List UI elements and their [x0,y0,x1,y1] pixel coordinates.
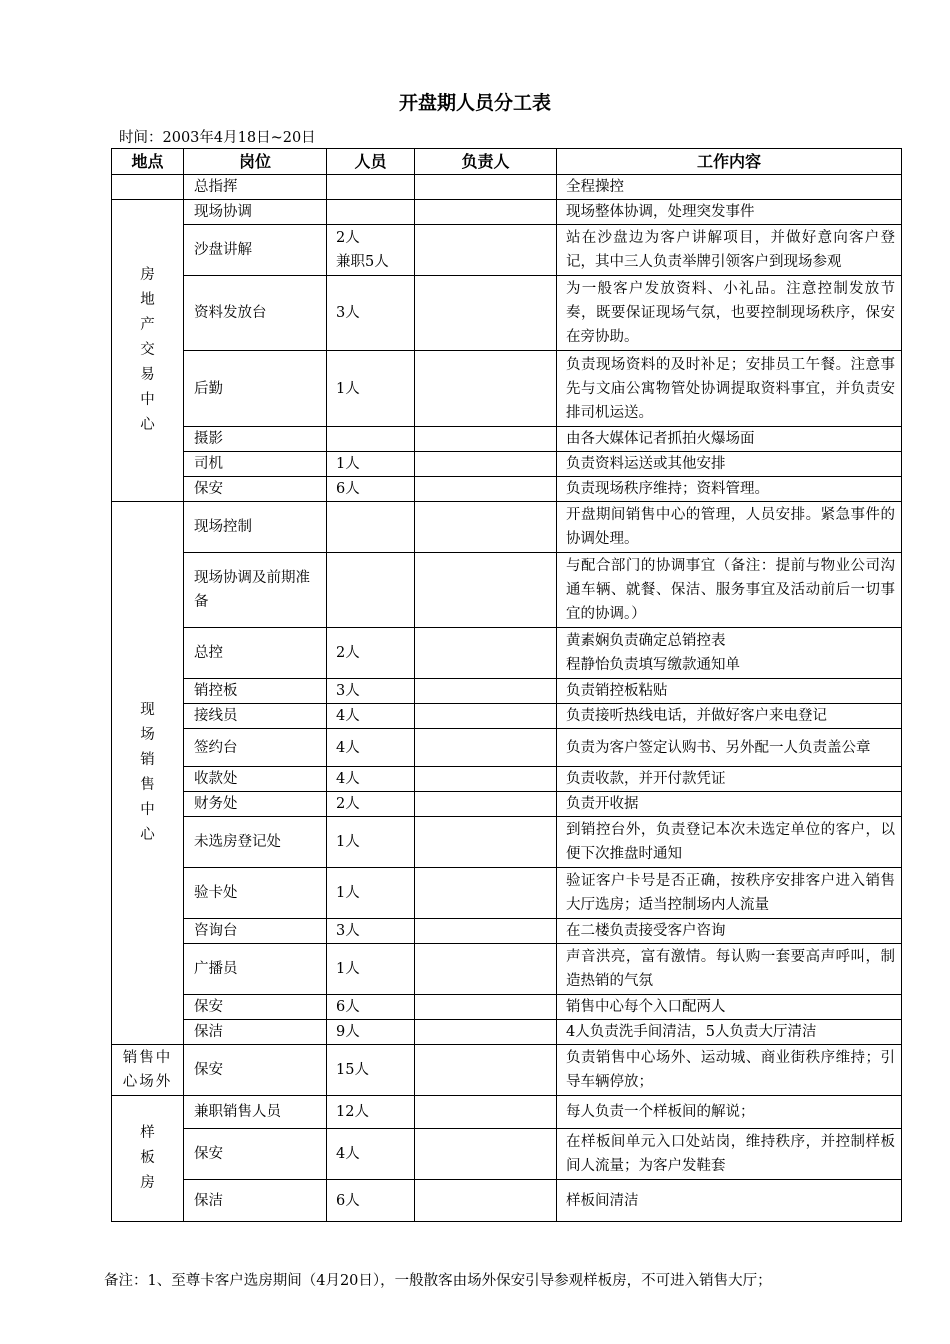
location-cell [112,1045,184,1096]
leader-cell [415,477,557,502]
table-row [112,679,902,704]
location-cell [112,1096,184,1222]
people-cell [327,553,415,628]
location-label: 房地产交易中心 [140,267,155,433]
work-content-cell: 负责销控板粘贴 [557,679,902,704]
leader-cell [415,817,557,868]
table-row [112,200,902,225]
header-position: 岗位 [184,149,327,175]
work-content-cell: 4人负责洗手间清洁，5人负责大厅清洁 [557,1020,902,1045]
table-row [112,817,902,868]
table-row [112,1180,902,1222]
people-cell [327,502,415,553]
position-cell: 保安 [184,477,327,502]
table-row [112,1045,902,1096]
people-cell [327,427,415,452]
work-content-cell: 负责现场资料的及时补足；安排员工午餐。注意事先与文庙公寓物管处协调提取资料事宜，并负责安排司机运送。 [557,351,902,427]
work-content-cell: 负责为客户签定认购书、另外配一人负责盖公章 [557,729,902,767]
location-label: 销售中心场外 [122,1050,173,1090]
position-cell: 咨询台 [184,919,327,944]
table-row [112,729,902,767]
work-content-cell: 负责现场秩序维持；资料管理。 [557,477,902,502]
people-cell [327,175,415,200]
leader-cell [415,1129,557,1180]
people-cell: 2人 [327,792,415,817]
position-cell: 保安 [184,1129,327,1180]
work-content-cell: 在样板间单元入口处站岗，维持秩序，并控制样板间人流量；为客户发鞋套 [557,1129,902,1180]
table-row [112,628,902,679]
leader-cell [415,1096,557,1129]
table-row [112,1020,902,1045]
document-title: 开盘期人员分工表 [398,92,551,114]
leader-cell [415,628,557,679]
people-cell [327,200,415,225]
leader-cell [415,1180,557,1222]
leader-cell [415,276,557,351]
table-row [112,225,902,276]
work-content-cell: 黄素娴负责确定总销控表 程静怡负责填写缴款通知单 [557,628,902,679]
position-cell: 接线员 [184,704,327,729]
table-row [112,704,902,729]
position-cell: 保安 [184,995,327,1020]
table-row [112,1096,902,1129]
work-content-cell: 为一般客户发放资料、小礼品。注意控制发放节奏，既要保证现场气氛，也要控制现场秩序，保安在旁协助。 [557,276,902,351]
people-cell: 6人 [327,477,415,502]
work-content-cell: 样板间清洁 [557,1180,902,1222]
table-header-row [112,149,902,175]
location-cell [112,175,184,200]
header-work: 工作内容 [557,149,902,175]
leader-cell [415,944,557,995]
people-cell: 1人 [327,351,415,427]
position-cell: 后勤 [184,351,327,427]
position-cell: 保洁 [184,1180,327,1222]
position-cell: 财务处 [184,792,327,817]
leader-cell [415,679,557,704]
table-row [112,427,902,452]
work-content-cell: 负责资料运送或其他安排 [557,452,902,477]
leader-cell [415,553,557,628]
work-content-cell: 每人负责一个样板间的解说； [557,1096,902,1129]
work-content-cell: 负责开收据 [557,792,902,817]
table-row [112,995,902,1020]
table-row [112,792,902,817]
position-cell: 司机 [184,452,327,477]
leader-cell [415,729,557,767]
people-cell: 2人 [327,628,415,679]
leader-cell [415,427,557,452]
leader-cell [415,995,557,1020]
position-cell: 广播员 [184,944,327,995]
work-content-cell: 在二楼负责接受客户咨询 [557,919,902,944]
position-cell: 保安 [184,1045,327,1096]
people-cell: 1人 [327,452,415,477]
header-location: 地点 [112,149,184,175]
leader-cell [415,452,557,477]
position-cell: 现场协调及前期准备 [184,553,327,628]
work-content-cell: 声音洪亮，富有激情。每认购一套要高声呼叫，制造热销的气氛 [557,944,902,995]
people-cell: 4人 [327,1129,415,1180]
location-cell [112,502,184,1045]
people-cell: 6人 [327,995,415,1020]
position-cell: 总控 [184,628,327,679]
people-cell: 4人 [327,704,415,729]
people-cell: 4人 [327,729,415,767]
work-content-cell: 开盘期间销售中心的管理，人员安排。紧急事件的协调处理。 [557,502,902,553]
leader-cell [415,502,557,553]
people-cell: 1人 [327,868,415,919]
people-cell: 9人 [327,1020,415,1045]
leader-cell [415,351,557,427]
leader-cell [415,175,557,200]
people-cell: 2人 兼职5人 [327,225,415,276]
leader-cell [415,200,557,225]
table-row [112,175,902,200]
table-row [112,553,902,628]
table-row [112,767,902,792]
work-content-cell: 由各大媒体记者抓拍火爆场面 [557,427,902,452]
table-row [112,944,902,995]
location-label: 现场销售中心 [140,702,155,843]
people-cell: 6人 [327,1180,415,1222]
table-row [112,502,902,553]
leader-cell [415,792,557,817]
leader-cell [415,919,557,944]
work-content-cell: 负责收款，并开付款凭证 [557,767,902,792]
work-content-cell: 现场整体协调，处理突发事件 [557,200,902,225]
position-cell: 签约台 [184,729,327,767]
position-cell: 沙盘讲解 [184,225,327,276]
work-content-cell: 负责接听热线电话，并做好客户来电登记 [557,704,902,729]
work-content-cell: 负责销售中心场外、运动城、商业街秩序维持；引导车辆停放； [557,1045,902,1096]
work-content-cell: 与配合部门的协调事宜（备注：提前与物业公司沟通车辆、就餐、保洁、服务事宜及活动前后一切事宜的协调。） [557,553,902,628]
position-cell: 资料发放台 [184,276,327,351]
table-row [112,276,902,351]
people-cell: 15人 [327,1045,415,1096]
position-cell: 现场控制 [184,502,327,553]
header-people: 人员 [327,149,415,175]
work-content-cell: 全程操控 [557,175,902,200]
people-cell: 12人 [327,1096,415,1129]
position-cell: 保洁 [184,1020,327,1045]
work-content-cell: 验证客户卡号是否正确，按秩序安排客户进入销售大厅选房；适当控制场内人流量 [557,868,902,919]
position-cell: 未选房登记处 [184,817,327,868]
table-row [112,452,902,477]
table-row [112,1129,902,1180]
footnote: 备注：1、至尊卡客户选房期间（4月20日），一般散客由场外保安引导参观样板房，不可进入销售大厅； [104,1273,772,1289]
leader-cell [415,1045,557,1096]
leader-cell [415,1020,557,1045]
people-cell: 3人 [327,276,415,351]
work-content-cell: 站在沙盘边为客户讲解项目，并做好意向客户登记，其中三人负责举牌引领客户到现场参观 [557,225,902,276]
position-cell: 总指挥 [184,175,327,200]
table-row [112,868,902,919]
staff-assignment-table [111,148,902,1222]
work-content-cell: 到销控台外，负责登记本次未选定单位的客户，以便下次推盘时通知 [557,817,902,868]
position-cell: 摄影 [184,427,327,452]
position-cell: 销控板 [184,679,327,704]
table-body [112,175,902,1222]
table-row [112,919,902,944]
location-cell [112,200,184,502]
people-cell: 4人 [327,767,415,792]
position-cell: 收款处 [184,767,327,792]
position-cell: 验卡处 [184,868,327,919]
work-content-cell: 销售中心每个入口配两人 [557,995,902,1020]
table-row [112,477,902,502]
leader-cell [415,767,557,792]
leader-cell [415,868,557,919]
people-cell: 3人 [327,679,415,704]
header-leader: 负责人 [415,149,557,175]
time-line: 时间：2003年4月18日~20日 [119,130,316,146]
people-cell: 1人 [327,817,415,868]
table-row [112,351,902,427]
location-label: 样板房 [140,1125,155,1191]
position-cell: 现场协调 [184,200,327,225]
leader-cell [415,225,557,276]
position-cell: 兼职销售人员 [184,1096,327,1129]
leader-cell [415,704,557,729]
people-cell: 1人 [327,944,415,995]
people-cell: 3人 [327,919,415,944]
